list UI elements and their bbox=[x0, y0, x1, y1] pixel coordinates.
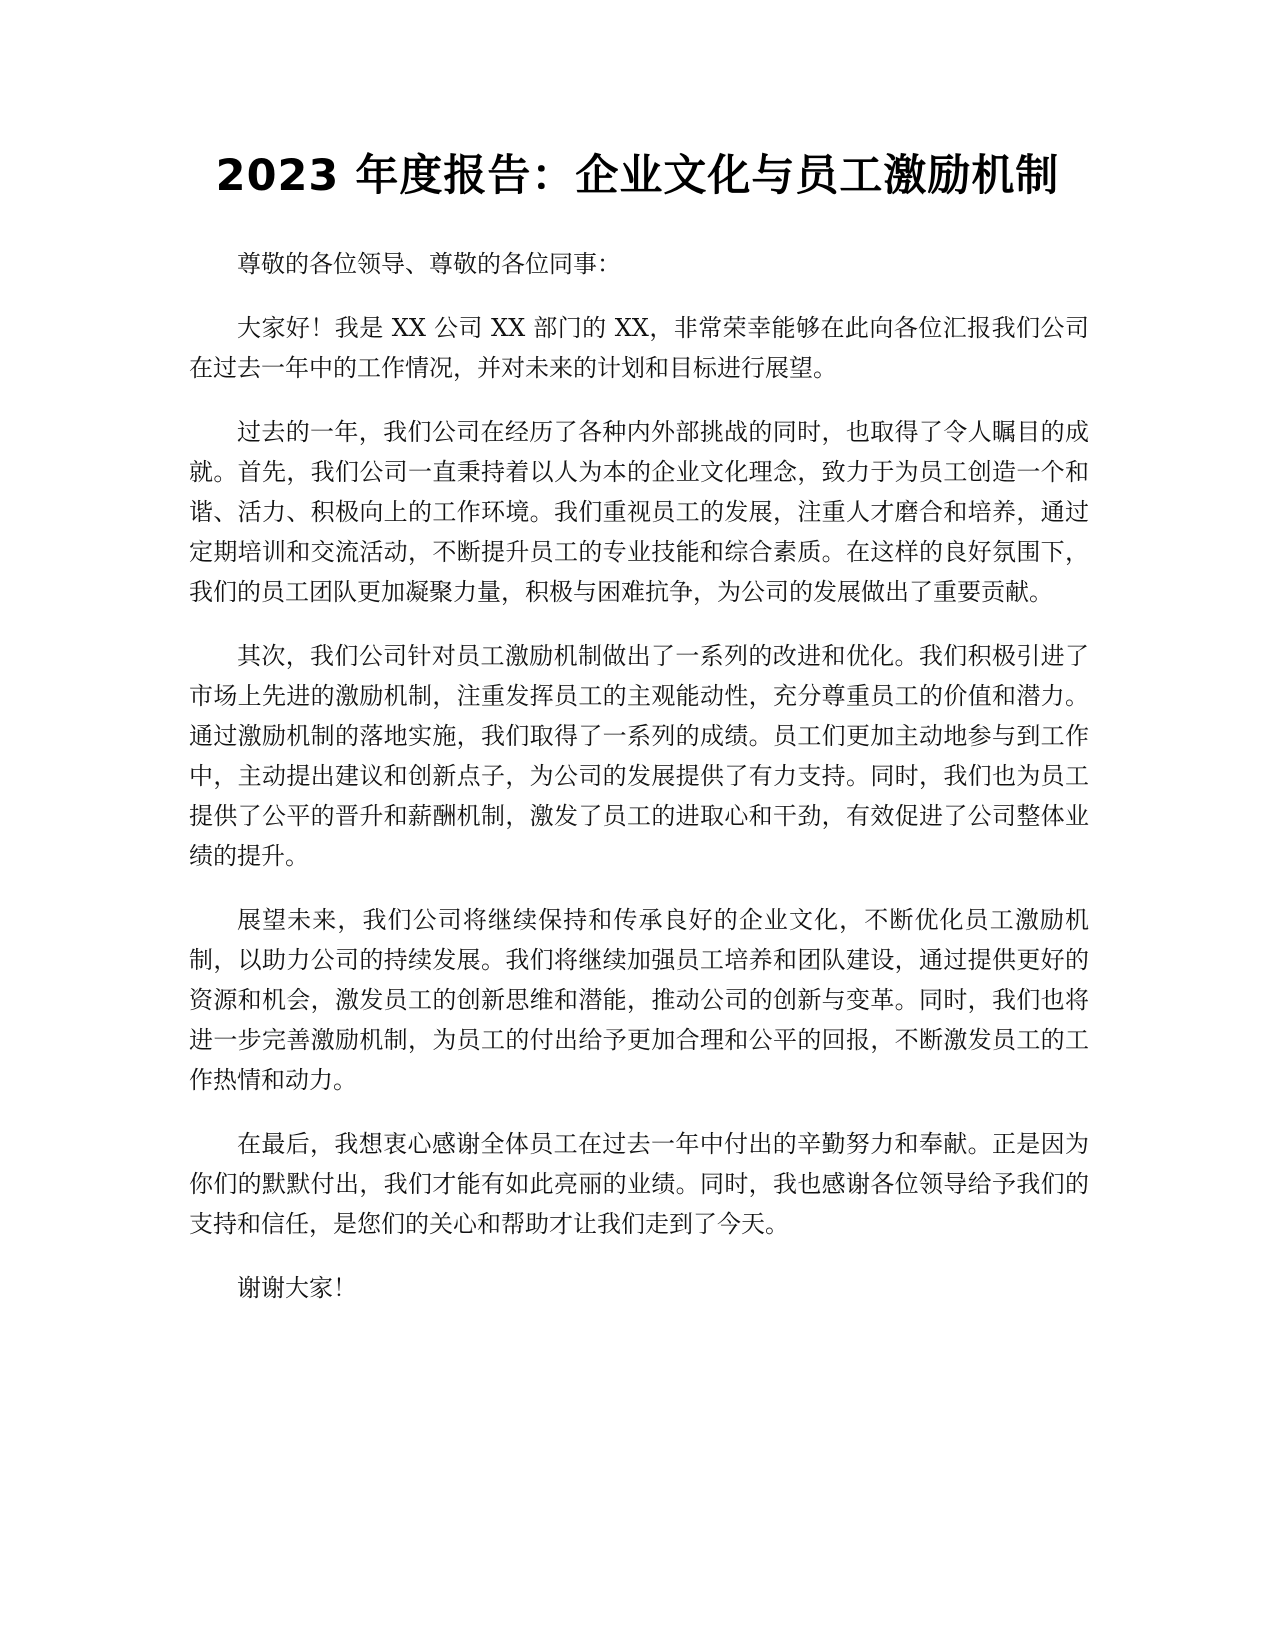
closing-paragraph: 谢谢大家！ bbox=[237, 1274, 357, 1302]
document-body bbox=[189, 244, 1089, 1332]
outlook-paragraph: 展望未来，我们公司将继续保持和传承良好的企业文化，不断优化员工激励机制，以助力公司的持续发展。我们将继续加强员工培养和团队建设，通过提供更好的资源和机会，激发员工的创新思维和潜能，推动公司的创新与变革。同时，我们也将进一步完善激励机制，为员工的付出给予更加合理和公平的回报，不断激发员工的工作热情和动力。 bbox=[189, 906, 1089, 1094]
incentive-paragraph: 其次，我们公司针对员工激励机制做出了一系列的改进和优化。我们积极引进了市场上先进的激励机制，注重发挥员工的主观能动性，充分尊重员工的价值和潜力。通过激励机制的落地实施，我们取得了一系列的成绩。员工们更加主动地参与到工作中，主动提出建议和创新点子，为公司的发展提供了有力支持。同时，我们也为员工提供了公平的晋升和薪酬机制，激发了员工的进取心和干劲，有效促进了公司整体业绩的提升。 bbox=[189, 642, 1089, 870]
past-year-paragraph: 过去的一年，我们公司在经历了各种内外部挑战的同时，也取得了令人瞩目的成就。首先，我们公司一直秉持着以人为本的企业文化理念，致力于为员工创造一个和谐、活力、积极向上的工作环境。我们重视员工的发展，注重人才磨合和培养，通过定期培训和交流活动，不断提升员工的专业技能和综合素质。在这样的良好氛围下，我们的员工团队更加凝聚力量，积极与困难抗争，为公司的发展做出了重要贡献。 bbox=[189, 418, 1089, 606]
thanks-paragraph: 在最后，我想衷心感谢全体员工在过去一年中付出的辛勤努力和奉献。正是因为你们的默默付出，我们才能有如此亮丽的业绩。同时，我也感谢各位领导给予我们的支持和信任，是您们的关心和帮助才让我们走到了今天。 bbox=[189, 1130, 1089, 1238]
document-title: 2023 年度报告：企业文化与员工激励机制 bbox=[215, 151, 1060, 201]
salutation-paragraph: 尊敬的各位领导、尊敬的各位同事： bbox=[237, 250, 621, 278]
greeting-paragraph: 大家好！我是 XX 公司 XX 部门的 XX，非常荣幸能够在此向各位汇报我们公司在过去一年中的工作情况，并对未来的计划和目标进行展望。 bbox=[189, 314, 1089, 382]
